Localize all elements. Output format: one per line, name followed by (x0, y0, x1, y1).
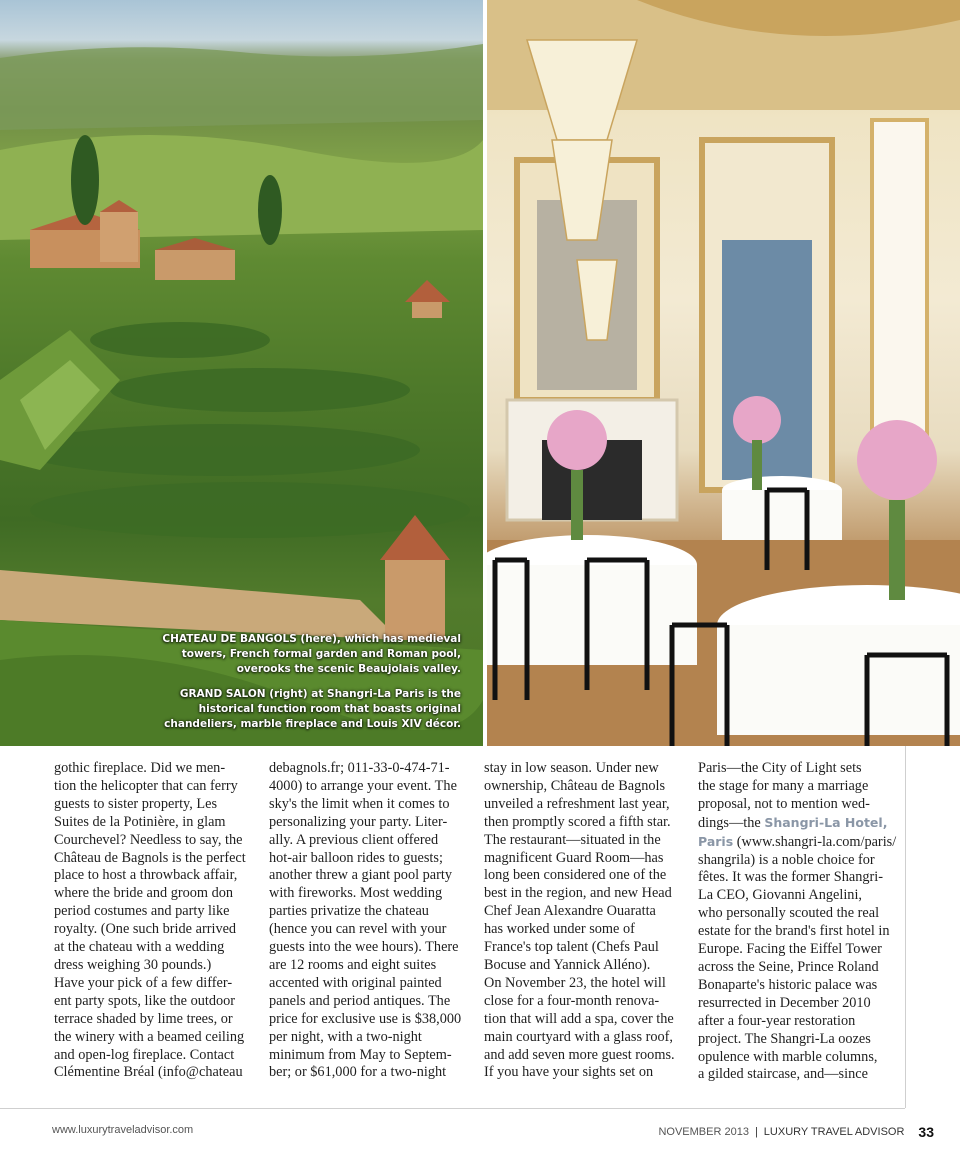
folio-separator: | (754, 1126, 758, 1138)
footer-divider (0, 1108, 905, 1109)
issue-date: NOVEMBER 2013 (658, 1126, 749, 1138)
text-column-2: debagnols.fr; 011-33-0-474-71- 4000) to arrange your event. The sky's the limit when it comes to personalizing your party. Liter- ally. A previous client offered hot-air balloon rides to guests; another threw a giant pool party with fireworks. Most wedding parties privatize the chateau (hence you can revel with your guests into the wee hours). There are 12 rooms and eight suites accented with original painted panels and period antiques. The price for exclusive use is $38,000 per night, with a two-night minimum from May to Septem- ber; or $61,000 for a two-night (269, 760, 462, 1081)
grand-salon-illustration (487, 0, 960, 746)
photo-caption (141, 632, 461, 732)
footer-url[interactable]: www.luxurytraveladvisor.com (52, 1124, 194, 1136)
caption-grand-salon: GRAND SALON (right) at Shangri-La Paris is the historical function room that boasts original chandeliers, marble fireplace and Louis XIV décor. (164, 688, 461, 730)
shangri-la-hotel-link[interactable]: Shangri-La Hotel, (764, 814, 888, 830)
grand-salon-photo (487, 0, 960, 746)
shangri-la-paris-link[interactable]: Paris (698, 833, 734, 849)
text-column-1: gothic fireplace. Did we men- tion the helicopter that can ferry guests to sister property, Les Suites de la Potinière, in glam Courchevel? Needless to say, the Château de Bagnols is the perfect place to host a throwback affair, where the bride and groom don period costumes and party like royalty. (One such bride arrived at the chateau with a wedding dress weighing 30 pounds.) Have your pick of a few differ- ent party spots, like the outdoor terrace shaded by lime trees, or the winery with a beamed ceiling and open-log fireplace. Contact Clémentine Bréal (info@chateau (54, 760, 246, 1081)
footer-folio (658, 1124, 934, 1140)
text-column-4: Paris—the City of Light sets the stage for many a marriage proposal, not to mention wed- dings—the Shangri-La Hotel, Paris (www.shangri-la.com/paris/ shangrila) is a noble choice for fêtes. It was the former Shangri- La CEO, Giovanni Angelini, who personally scouted the real estate for the brand's first hotel in Europe. Facing the Eiffel Tower across the Seine, Prince Roland Bonaparte's historic palace was resurrected in December 2010 after a four-year restoration project. The Shangri-La oozes opulence with marble columns, a gilded staircase, and—since (698, 760, 897, 1083)
column-divider (905, 746, 906, 1108)
caption-chateau: CHATEAU DE BANGOLS (here), which has medieval towers, French formal garden and Roman pool, overooks the scenic Beaujolais valley. (162, 633, 461, 675)
magazine-name: LUXURY TRAVEL ADVISOR (763, 1126, 905, 1138)
text-column-3: stay in low season. Under new ownership, Château de Bagnols unveiled a refreshment last year, then promptly scored a fifth star. The restaurant—situated in the magnificent Guard Room—has long been considered one of the best in the region, and new Head Chef Jean Alexandre Ouaratta has worked under some of France's top talent (Chefs Paul Bocuse and Yannick Alléno). On November 23, the hotel will close for a four-month renova- tion that will add a spa, cover the main courtyard with a glass roof, and add seven more guest rooms. If you have your sights set on (484, 760, 675, 1081)
chateau-photo (0, 0, 483, 746)
page-number: 33 (918, 1124, 934, 1140)
